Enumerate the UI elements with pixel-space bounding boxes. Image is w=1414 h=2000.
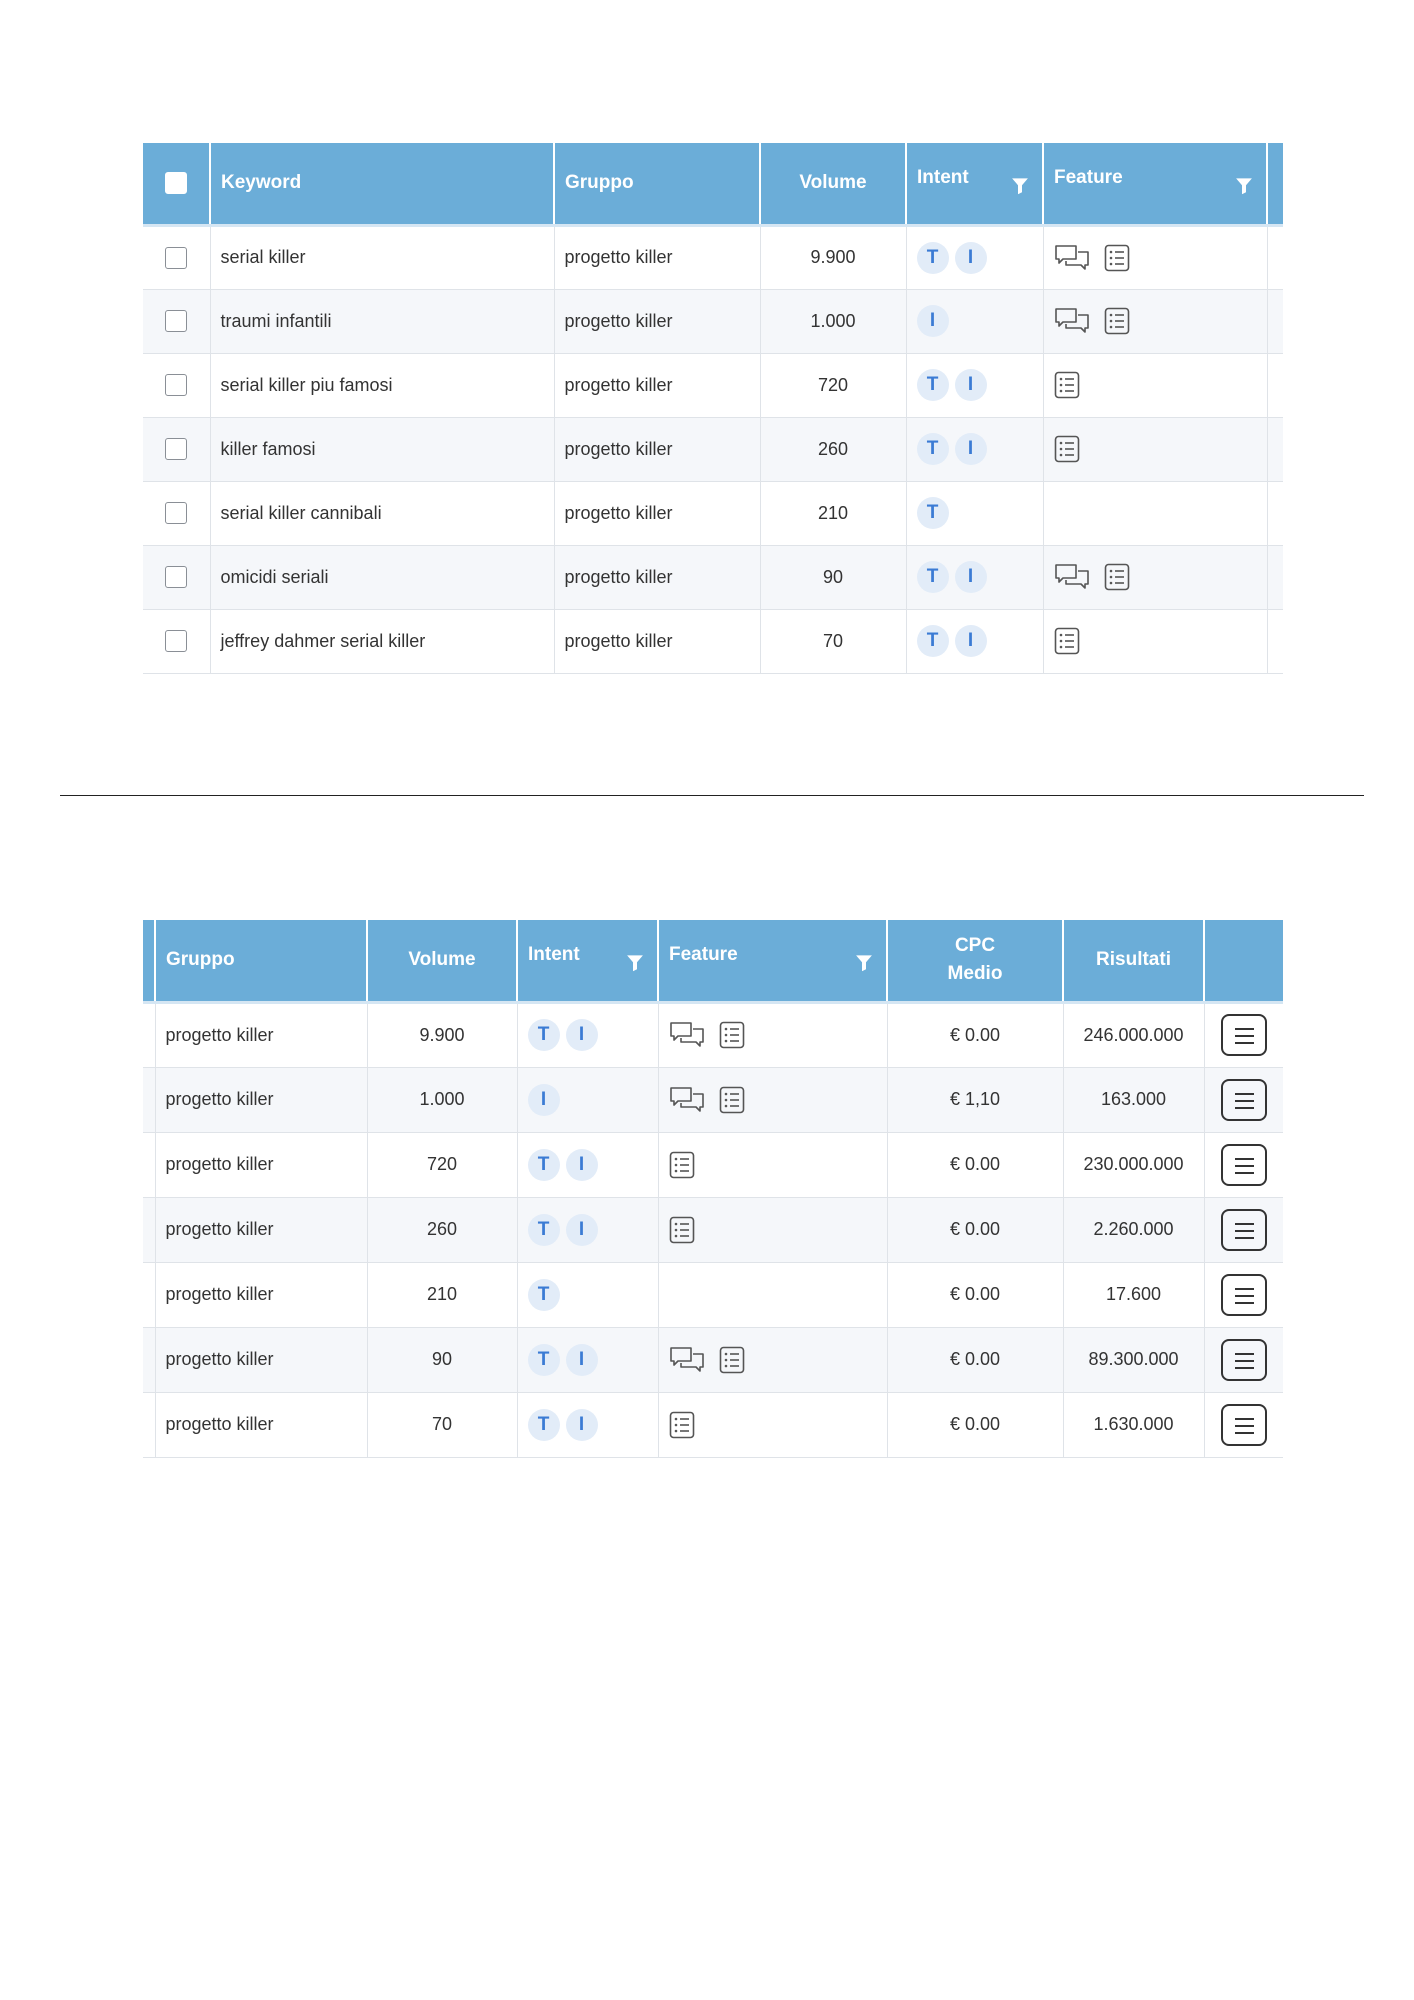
table-row[interactable] <box>143 289 1283 353</box>
intent-badge: I <box>955 369 987 401</box>
actions-cell <box>1204 1197 1283 1262</box>
risultati-cell: 1.630.000 <box>1063 1392 1204 1457</box>
feature-cell <box>1043 289 1267 353</box>
gruppo-column-header[interactable]: Gruppo <box>554 143 760 225</box>
gruppo-cell: progetto killer <box>155 1002 367 1067</box>
overflow-cell <box>1267 481 1283 545</box>
intent-cell <box>906 225 1043 289</box>
row-menu-button[interactable] <box>1221 1339 1267 1381</box>
intent-badge: I <box>566 1019 598 1051</box>
cpc-column-header[interactable]: CPC Medio <box>887 920 1063 1002</box>
table-row[interactable] <box>143 417 1283 481</box>
list-icon <box>1054 371 1080 399</box>
volume-cell: 210 <box>367 1262 517 1327</box>
reviews-icon <box>1054 307 1090 335</box>
row-menu-button[interactable] <box>1221 1144 1267 1186</box>
row-select-cell <box>143 545 210 609</box>
cut-cell <box>143 1067 155 1132</box>
feature-cell <box>658 1392 887 1457</box>
intent-cell <box>517 1392 658 1457</box>
feature-cell <box>1043 417 1267 481</box>
intent-badge: I <box>566 1344 598 1376</box>
reviews-icon <box>1054 563 1090 591</box>
volume-cell: 70 <box>760 609 906 673</box>
list-icon <box>669 1411 695 1439</box>
gruppo-cell: progetto killer <box>554 609 760 673</box>
table-row[interactable] <box>143 545 1283 609</box>
gruppo-cell: progetto killer <box>554 417 760 481</box>
intent-cell <box>517 1197 658 1262</box>
intent-cell <box>906 417 1043 481</box>
feature-column-header[interactable]: Feature <box>1043 143 1267 225</box>
list-icon <box>1104 244 1130 272</box>
cut-column-header <box>143 920 155 1002</box>
intent-badge: T <box>528 1344 560 1376</box>
cpc-cell: € 0.00 <box>887 1262 1063 1327</box>
keyword-cell: jeffrey dahmer serial killer <box>210 609 554 673</box>
actions-cell <box>1204 1327 1283 1392</box>
gruppo-cell: progetto killer <box>554 481 760 545</box>
gruppo-cell: progetto killer <box>155 1132 367 1197</box>
intent-badge: I <box>566 1214 598 1246</box>
row-menu-button[interactable] <box>1221 1274 1267 1316</box>
list-icon <box>1054 435 1080 463</box>
select-all-header <box>143 143 210 225</box>
reviews-icon <box>1054 244 1090 272</box>
feature-cell <box>658 1262 887 1327</box>
risultati-cell: 246.000.000 <box>1063 1002 1204 1067</box>
cpc-cell: € 0.00 <box>887 1197 1063 1262</box>
table-row[interactable] <box>143 1067 1283 1132</box>
keyword-column-header[interactable]: Keyword <box>210 143 554 225</box>
intent-filter-icon[interactable] <box>627 955 643 971</box>
table-row[interactable] <box>143 353 1283 417</box>
risultati-column-header[interactable]: Risultati <box>1063 920 1204 1002</box>
feature-cell <box>658 1327 887 1392</box>
actions-cell <box>1204 1392 1283 1457</box>
cut-cell <box>143 1392 155 1457</box>
actions-cell <box>1204 1002 1283 1067</box>
volume-cell: 90 <box>367 1327 517 1392</box>
list-icon <box>669 1216 695 1244</box>
feature-filter-icon[interactable] <box>1236 178 1252 194</box>
gruppo-cell: progetto killer <box>155 1392 367 1457</box>
volume-cell: 90 <box>760 545 906 609</box>
intent-badge: T <box>528 1279 560 1311</box>
volume-cell: 210 <box>760 481 906 545</box>
actions-cell <box>1204 1067 1283 1132</box>
intent-badge: T <box>528 1149 560 1181</box>
risultati-cell: 163.000 <box>1063 1067 1204 1132</box>
feature-cell <box>658 1197 887 1262</box>
row-menu-button[interactable] <box>1221 1404 1267 1446</box>
keyword-cell: omicidi seriali <box>210 545 554 609</box>
row-menu-button[interactable] <box>1221 1209 1267 1251</box>
actions-cell <box>1204 1132 1283 1197</box>
overflow-cell <box>1267 289 1283 353</box>
cut-cell <box>143 1262 155 1327</box>
volume-cell: 9.900 <box>760 225 906 289</box>
row-checkbox[interactable] <box>165 310 187 332</box>
intent-badge: T <box>528 1409 560 1441</box>
intent-column-header[interactable]: Intent <box>517 920 658 1002</box>
risultati-cell: 17.600 <box>1063 1262 1204 1327</box>
intent-badge: I <box>566 1409 598 1441</box>
risultati-cell: 2.260.000 <box>1063 1197 1204 1262</box>
actions-cell <box>1204 1262 1283 1327</box>
feature-cell <box>1043 609 1267 673</box>
gruppo-cell: progetto killer <box>155 1197 367 1262</box>
row-select-cell <box>143 417 210 481</box>
intent-badge: T <box>528 1214 560 1246</box>
intent-cell <box>517 1262 658 1327</box>
row-menu-button[interactable] <box>1221 1079 1267 1121</box>
overflow-cell <box>1267 353 1283 417</box>
feature-cell <box>1043 481 1267 545</box>
gruppo-column-header[interactable]: Gruppo <box>155 920 367 1002</box>
cpc-cell: € 0.00 <box>887 1002 1063 1067</box>
list-icon <box>1104 563 1130 591</box>
feature-cell <box>1043 353 1267 417</box>
row-menu-button[interactable] <box>1221 1014 1267 1056</box>
feature-cell <box>1043 545 1267 609</box>
reviews-icon <box>669 1021 705 1049</box>
intent-badge: T <box>917 369 949 401</box>
keyword-cell: traumi infantili <box>210 289 554 353</box>
intent-badge: I <box>955 242 987 274</box>
intent-badge: T <box>917 433 949 465</box>
intent-cell <box>517 1067 658 1132</box>
row-select-cell <box>143 289 210 353</box>
gruppo-cell: progetto killer <box>554 289 760 353</box>
table-row[interactable] <box>143 481 1283 545</box>
list-icon <box>719 1021 745 1049</box>
intent-badge: T <box>917 561 949 593</box>
table-row[interactable] <box>143 1262 1283 1327</box>
keyword-cell: killer famosi <box>210 417 554 481</box>
gruppo-cell: progetto killer <box>554 225 760 289</box>
keyword-cell: serial killer cannibali <box>210 481 554 545</box>
table-row[interactable] <box>143 1197 1283 1262</box>
row-select-cell <box>143 609 210 673</box>
intent-badge: I <box>566 1149 598 1181</box>
intent-badge: T <box>917 625 949 657</box>
intent-badge: T <box>528 1019 560 1051</box>
risultati-cell: 230.000.000 <box>1063 1132 1204 1197</box>
volume-cell: 70 <box>367 1392 517 1457</box>
feature-cell <box>1043 225 1267 289</box>
reviews-icon <box>669 1086 705 1114</box>
list-icon <box>719 1346 745 1374</box>
risultati-cell: 89.300.000 <box>1063 1327 1204 1392</box>
volume-cell: 1.000 <box>367 1067 517 1132</box>
cut-cell <box>143 1132 155 1197</box>
section-divider <box>60 795 1364 796</box>
list-icon <box>1054 627 1080 655</box>
reviews-icon <box>669 1346 705 1374</box>
intent-cell <box>906 353 1043 417</box>
feature-column-header[interactable]: Feature <box>658 920 887 1002</box>
cut-cell <box>143 1002 155 1067</box>
gruppo-cell: progetto killer <box>155 1262 367 1327</box>
overflow-cell <box>1267 609 1283 673</box>
keyword-cell: serial killer piu famosi <box>210 353 554 417</box>
list-icon <box>669 1151 695 1179</box>
table-header-row <box>143 143 1283 225</box>
intent-badge: I <box>917 305 949 337</box>
cpc-cell: € 0.00 <box>887 1392 1063 1457</box>
select-all-checkbox[interactable] <box>165 172 187 194</box>
volume-cell: 260 <box>367 1197 517 1262</box>
cpc-cell: € 0.00 <box>887 1327 1063 1392</box>
overflow-column-header <box>1267 143 1283 225</box>
overflow-cell <box>1267 225 1283 289</box>
table-row[interactable] <box>143 1002 1283 1067</box>
row-checkbox[interactable] <box>165 374 187 396</box>
cut-cell <box>143 1327 155 1392</box>
overflow-cell <box>1267 545 1283 609</box>
gruppo-cell: progetto killer <box>554 545 760 609</box>
intent-cell <box>517 1132 658 1197</box>
intent-badge: T <box>917 242 949 274</box>
feature-cell <box>658 1132 887 1197</box>
table-row[interactable] <box>143 225 1283 289</box>
row-select-cell <box>143 353 210 417</box>
table-row[interactable] <box>143 1392 1283 1457</box>
gruppo-cell: progetto killer <box>155 1327 367 1392</box>
table-header-row <box>143 920 1283 1002</box>
intent-cell <box>906 481 1043 545</box>
intent-cell <box>906 289 1043 353</box>
intent-badge: T <box>917 497 949 529</box>
feature-cell <box>658 1002 887 1067</box>
group-table <box>143 920 1283 1458</box>
gruppo-cell: progetto killer <box>155 1067 367 1132</box>
intent-badge: I <box>955 561 987 593</box>
list-icon <box>1104 307 1130 335</box>
volume-cell: 720 <box>760 353 906 417</box>
row-checkbox[interactable] <box>165 502 187 524</box>
row-checkbox[interactable] <box>165 630 187 652</box>
actions-column-header <box>1204 920 1283 1002</box>
overflow-cell <box>1267 417 1283 481</box>
keyword-table <box>143 143 1283 674</box>
row-select-cell <box>143 481 210 545</box>
intent-badge: I <box>955 433 987 465</box>
intent-column-header[interactable]: Intent <box>906 143 1043 225</box>
intent-cell <box>517 1327 658 1392</box>
gruppo-cell: progetto killer <box>554 353 760 417</box>
row-checkbox[interactable] <box>165 247 187 269</box>
intent-cell <box>906 545 1043 609</box>
table-row[interactable] <box>143 609 1283 673</box>
cut-cell <box>143 1197 155 1262</box>
cpc-cell: € 1,10 <box>887 1067 1063 1132</box>
keyword-cell: serial killer <box>210 225 554 289</box>
volume-cell: 1.000 <box>760 289 906 353</box>
intent-cell <box>906 609 1043 673</box>
volume-column-header[interactable]: Volume <box>760 143 906 225</box>
intent-cell <box>517 1002 658 1067</box>
row-checkbox[interactable] <box>165 566 187 588</box>
cpc-cell: € 0.00 <box>887 1132 1063 1197</box>
feature-cell <box>658 1067 887 1132</box>
list-icon <box>719 1086 745 1114</box>
volume-cell: 720 <box>367 1132 517 1197</box>
volume-cell: 9.900 <box>367 1002 517 1067</box>
table-row[interactable] <box>143 1132 1283 1197</box>
intent-badge: I <box>955 625 987 657</box>
row-select-cell <box>143 225 210 289</box>
volume-cell: 260 <box>760 417 906 481</box>
table-row[interactable] <box>143 1327 1283 1392</box>
intent-filter-icon[interactable] <box>1012 178 1028 194</box>
feature-filter-icon[interactable] <box>856 955 872 971</box>
intent-badge: I <box>528 1084 560 1116</box>
row-checkbox[interactable] <box>165 438 187 460</box>
volume-column-header[interactable]: Volume <box>367 920 517 1002</box>
